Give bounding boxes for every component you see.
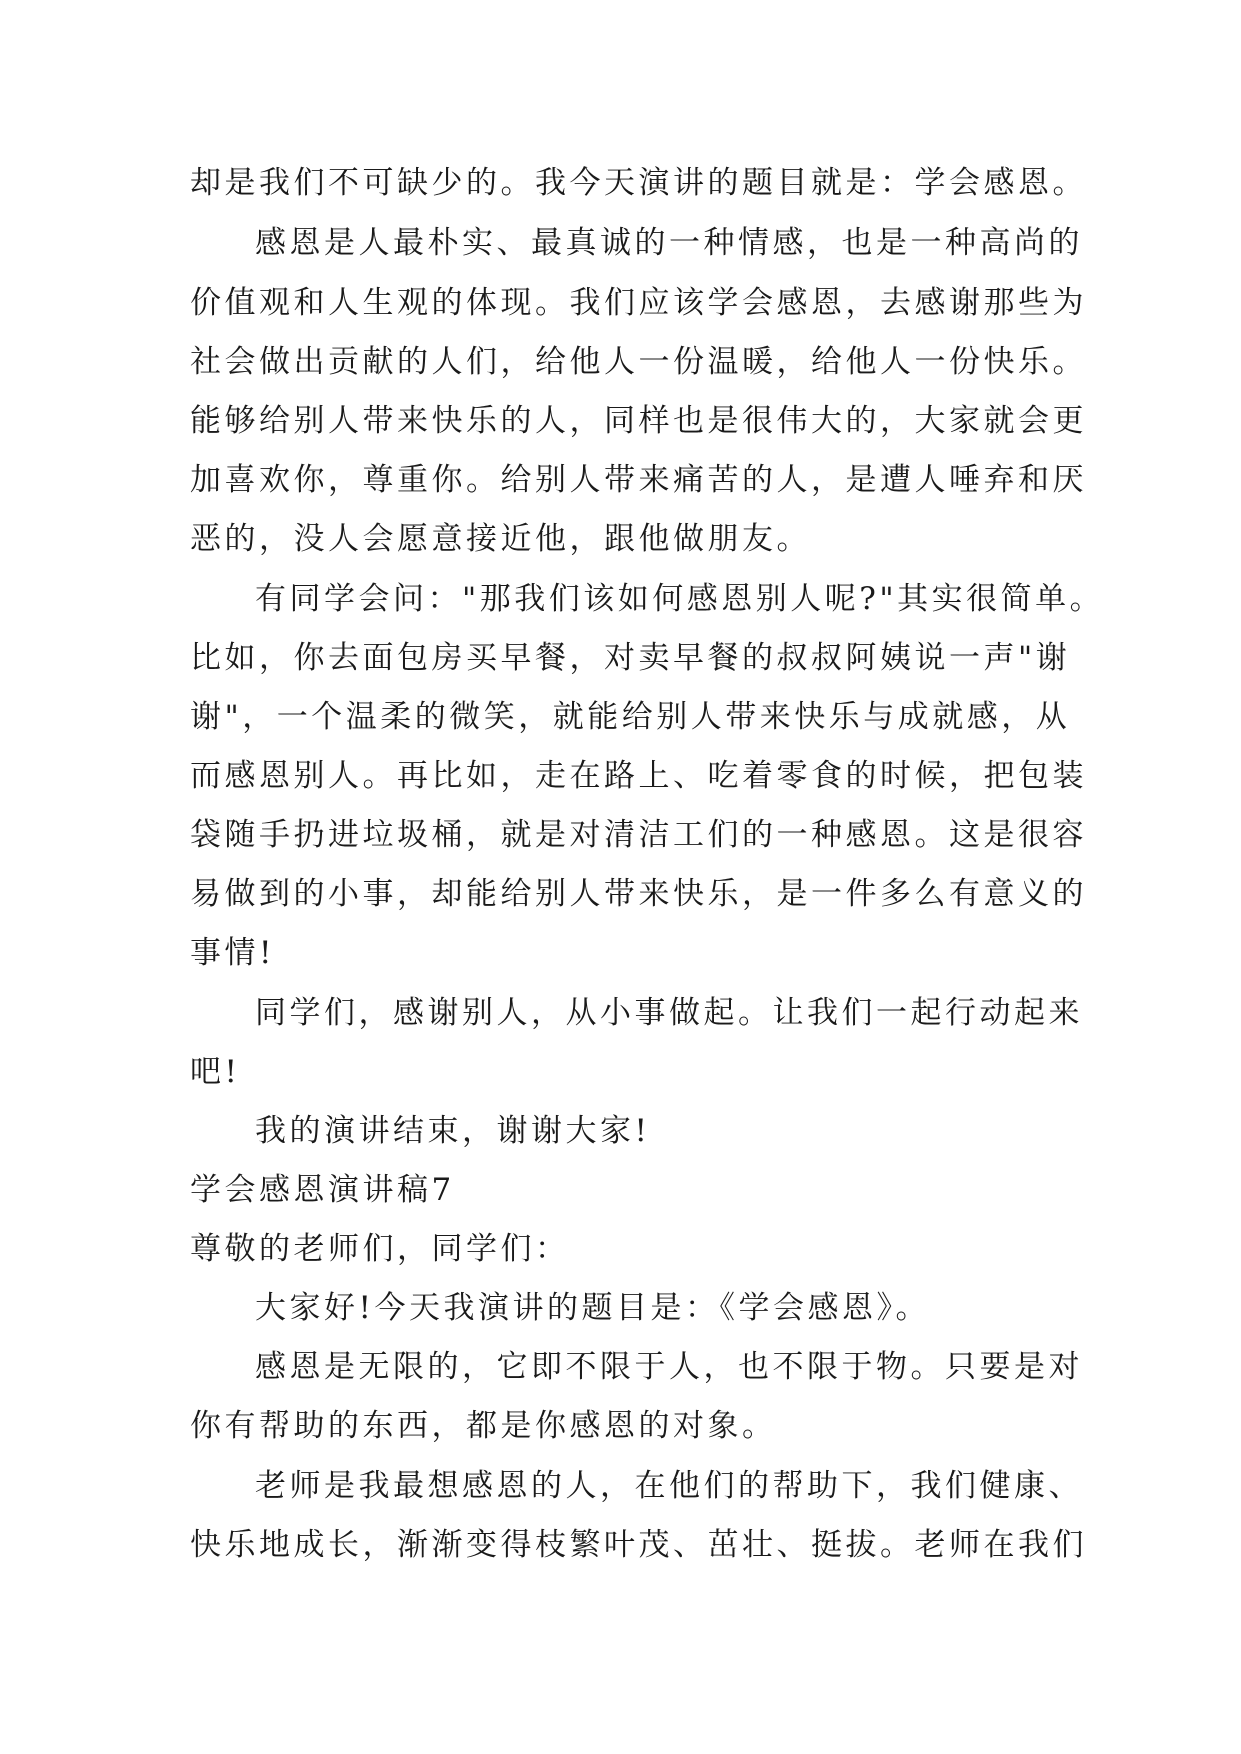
paragraph-line: 感恩是人最朴实、最真诚的一种情感，也是一种高尚的	[255, 225, 1083, 261]
paragraph-line: 易做到的小事，却能给别人带来快乐，是一件多么有意义的	[190, 876, 1087, 912]
salutation-line: 尊敬的老师们，同学们：	[190, 1231, 570, 1267]
paragraph-line: 价值观和人生观的体现。我们应该学会感恩，去感谢那些为	[190, 285, 1087, 321]
paragraph-line: 加喜欢你，尊重你。给别人带来痛苦的人，是遭人唾弃和厌	[190, 462, 1087, 498]
paragraph-line: 吧!	[190, 1054, 241, 1090]
section-heading: 学会感恩演讲稿7	[190, 1172, 455, 1208]
paragraph-line: 感恩是无限的，它即不限于人，也不限于物。只要是对	[255, 1349, 1083, 1385]
paragraph-line: 有同学会问："那我们该如何感恩别人呢?"其实很简单。	[255, 581, 1105, 617]
paragraph-line: 老师是我最想感恩的人，在他们的帮助下，我们健康、	[255, 1468, 1083, 1504]
paragraph-line: 比如，你去面包房买早餐，对卖早餐的叔叔阿姨说一声"谢	[190, 640, 1071, 676]
paragraph-line: 快乐地成长，渐渐变得枝繁叶茂、茁壮、挺拔。老师在我们	[190, 1527, 1087, 1563]
paragraph-line: 我的演讲结束，谢谢大家!	[255, 1113, 651, 1149]
paragraph-line: 你有帮助的东西，都是你感恩的对象。	[190, 1408, 777, 1444]
paragraph-line: 同学们，感谢别人，从小事做起。让我们一起行动起来	[255, 995, 1083, 1031]
paragraph-line: 事情!	[190, 935, 275, 971]
paragraph-line: 却是我们不可缺少的。我今天演讲的题目就是：学会感恩。	[190, 165, 1087, 201]
paragraph-line: 而感恩别人。再比如，走在路上、吃着零食的时候，把包装	[190, 758, 1087, 794]
paragraph-line: 恶的，没人会愿意接近他，跟他做朋友。	[190, 521, 811, 557]
paragraph-line: 能够给别人带来快乐的人，同样也是很伟大的，大家就会更	[190, 403, 1087, 439]
paragraph-line: 袋随手扔进垃圾桶，就是对清洁工们的一种感恩。这是很容	[190, 817, 1087, 853]
paragraph-line: 社会做出贡献的人们，给他人一份温暖，给他人一份快乐。	[190, 344, 1087, 380]
paragraph-line: 大家好!今天我演讲的题目是：《学会感恩》。	[255, 1290, 930, 1326]
paragraph-line: 谢"，一个温柔的微笑，就能给别人带来快乐与成就感，从	[190, 699, 1071, 735]
